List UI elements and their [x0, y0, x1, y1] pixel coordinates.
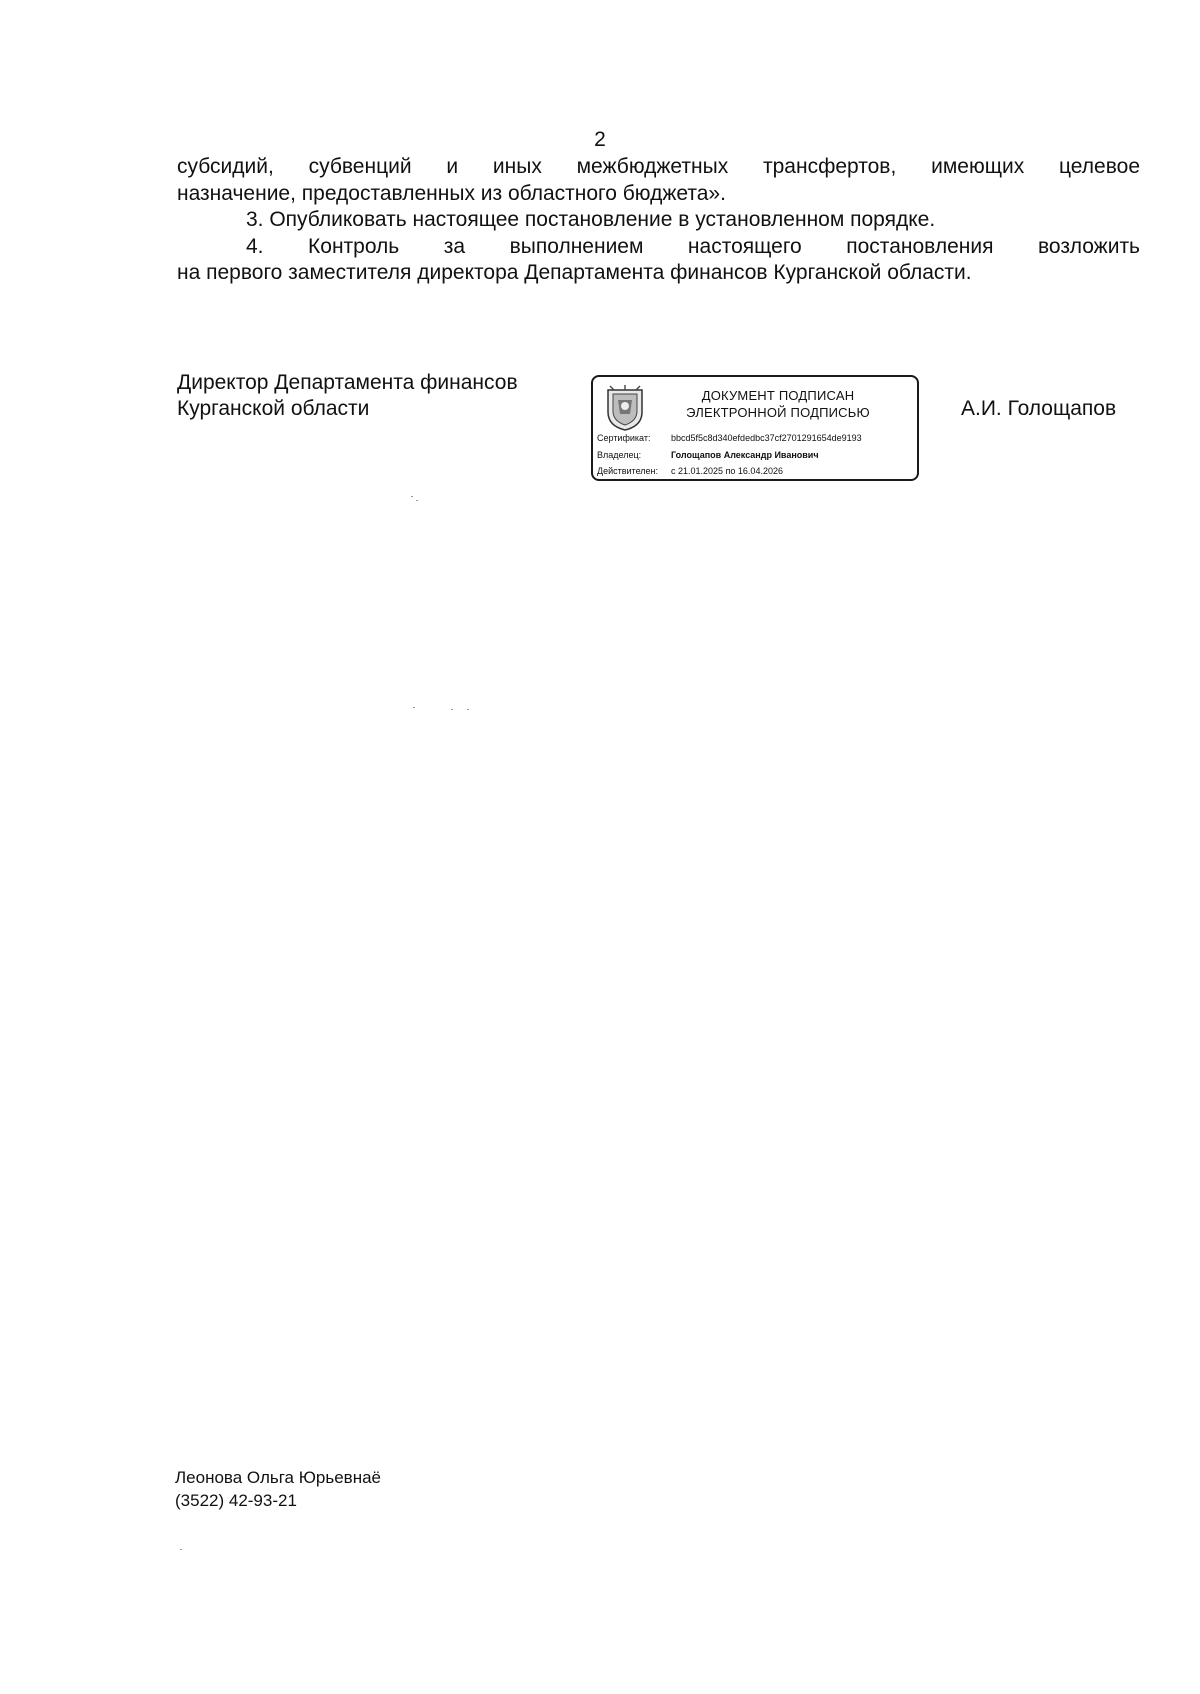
executor-phone: (3522) 42-93-21	[175, 1491, 297, 1510]
scan-speck	[180, 1549, 182, 1550]
paragraph-3: 3. Опубликовать настоящее постановление в установленном порядке.	[246, 208, 936, 231]
paragraph-4-line-2: на первого заместителя директора Департамента финансов Курганской области.	[177, 261, 972, 284]
stamp-title-line-2: ЭЛЕКТРОННОЙ ПОДПИСЬЮ	[686, 405, 870, 420]
signer-position	[177, 370, 518, 422]
certificate-label: Сертификат:	[597, 433, 651, 443]
scan-speck	[467, 709, 469, 710]
stamp-title	[653, 387, 903, 421]
scan-speck	[451, 709, 453, 710]
electronic-signature-stamp	[591, 375, 919, 481]
executor-block	[175, 1466, 381, 1512]
executor-name: Леонова Ольга Юрьевнаё	[175, 1468, 382, 1487]
document-body	[177, 154, 1140, 287]
page-number: 2	[594, 128, 606, 151]
scan-speck	[413, 707, 415, 708]
certificate-value: bbcd5f5c8d340efdedbc37cf2701291654de9193	[671, 433, 862, 443]
paragraph-1-line-2: назначение, предоставленных из областного бюджета».	[177, 181, 726, 205]
stamp-owner-row	[597, 449, 819, 461]
signer-position-line-2: Курганской области	[177, 397, 370, 420]
validity-value: с 21.01.2025 по 16.04.2026	[671, 466, 783, 476]
scan-speck	[411, 496, 413, 497]
stamp-certificate-row	[597, 432, 862, 444]
paragraph-1-line-1: субсидий, субвенций и иных межбюджетных трансфертов, имеющих целевое	[177, 155, 1140, 178]
validity-label: Действителен:	[597, 466, 659, 476]
signer-name: А.И. Голощапов	[961, 397, 1117, 420]
stamp-validity-row	[597, 465, 783, 477]
scan-speck	[416, 500, 418, 501]
stamp-title-line-1: ДОКУМЕНТ ПОДПИСАН	[701, 388, 855, 403]
owner-label: Владелец:	[597, 450, 642, 460]
signer-position-line-1: Директор Департамента финансов	[177, 371, 518, 394]
paragraph-4-line-1: 4. Контроль за выполнением настоящего постановления возложить	[246, 234, 1140, 258]
coat-of-arms-icon	[604, 384, 646, 432]
owner-value: Голощапов Александр Иванович	[671, 450, 819, 460]
